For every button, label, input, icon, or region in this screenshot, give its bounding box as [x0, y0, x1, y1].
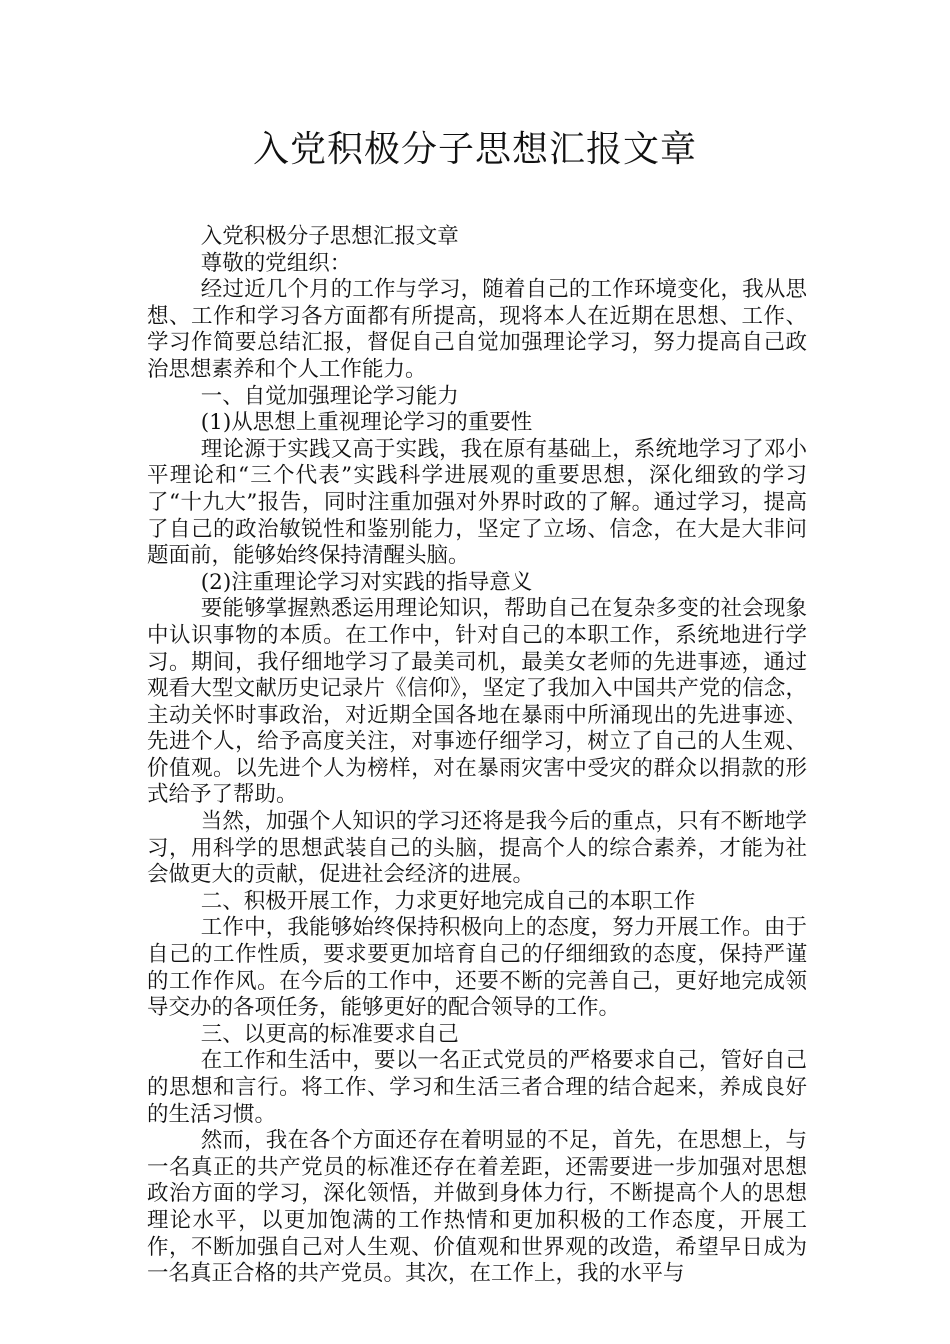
section-heading-3: 三、以更高的标准要求自己: [200, 1021, 459, 1047]
paragraph-work-attitude: 工作中，我能够始终保持积极向上的态度，努力开展工作。由于自己的工作性质，要求要更加培育自己的仔细细致的态度，保持严谨的工作作风。在今后的工作中，还要不断的完善自己，更好地完成领导交办的各项任务，能够更好的配合领导的工作。: [147, 915, 807, 1021]
paragraph-future-focus: 当然，加强个人知识的学习还将是我今后的重点，只有不断地学习，用科学的思想武装自己的头脑，提高个人的综合素养，才能为社会做更大的贡献，促进社会经济的进展。: [147, 809, 807, 888]
subsection-heading-1: (1)从思想上重视理论学习的重要性: [200, 410, 533, 436]
paragraph-intro: 经过近几个月的工作与学习，随着自己的工作环境变化，我从思想、工作和学习各方面都有所提高，现将本人在近期在思想、工作、学习作简要总结汇报，督促自己自觉加强理论学习，努力提高自己政治思想素养和个人工作能力。: [147, 277, 807, 382]
section-heading-2: 二、积极开展工作，力求更好地完成自己的本职工作: [200, 888, 696, 914]
paragraph-shortcomings: 然而，我在各个方面还存在着明显的不足，首先，在思想上，与一名真正的共产党员的标准还存在着差距，还需要进一步加强对思想政治方面的学习，深化领悟，并做到身体力行，不断提高个人的思想理论水平，以更加饱满的工作热情和更加积极的工作态度，开展工作，不断加强自己对人生观、价值观和世界观的改造，希望早日成为一名真正合格的共产党员。其次，在工作上，我的水平与: [147, 1128, 807, 1287]
paragraph-salutation: 尊敬的党组织：: [200, 250, 352, 276]
document-body: [147, 224, 807, 1288]
subsection-heading-2: (2)注重理论学习对实践的指导意义: [200, 569, 533, 595]
document-title: 入党积极分子思想汇报文章: [252, 129, 697, 170]
paragraph-practice-guidance: 要能够掌握熟悉运用理论知识，帮助自己在复杂多变的社会现象中认识事物的本质。在工作中，针对自己的本职工作，系统地进行学习。期间，我仔细地学习了最美司机，最美女老师的先进事迹，通过观看大型文献历史记录片《信仰》，坚定了我加入中国共产党的信念，主动关怀时事政治，对近期全国各地在暴雨中所涌现出的先进事迹、先进个人，给予高度关注，对事迹仔细学习，树立了自己的人生观、价值观。以先进个人为榜样，对在暴雨灾害中受灾的群众以捐款的形式给予了帮助。: [147, 596, 807, 808]
paragraph-heading-repeat: 入党积极分子思想汇报文章: [200, 224, 459, 249]
paragraph-self-discipline: 在工作和生活中，要以一名正式党员的严格要求自己，管好自己的思想和言行。将工作、学习和生活三者合理的结合起来，养成良好的生活习惯。: [147, 1048, 807, 1127]
section-heading-1: 一、自觉加强理论学习能力: [200, 383, 459, 409]
paragraph-theory-study: 理论源于实践又高于实践，我在原有基础上，系统地学习了邓小平理论和“三个代表”实践科学进展观的重要思想，深化细致的学习了“十九大”报告，同时注重加强对外界时政的了解。通过学习，提高了自己的政治敏锐性和鉴别能力，坚定了立场、信念，在大是大非问题面前，能够始终保持清醒头脑。: [147, 436, 807, 569]
